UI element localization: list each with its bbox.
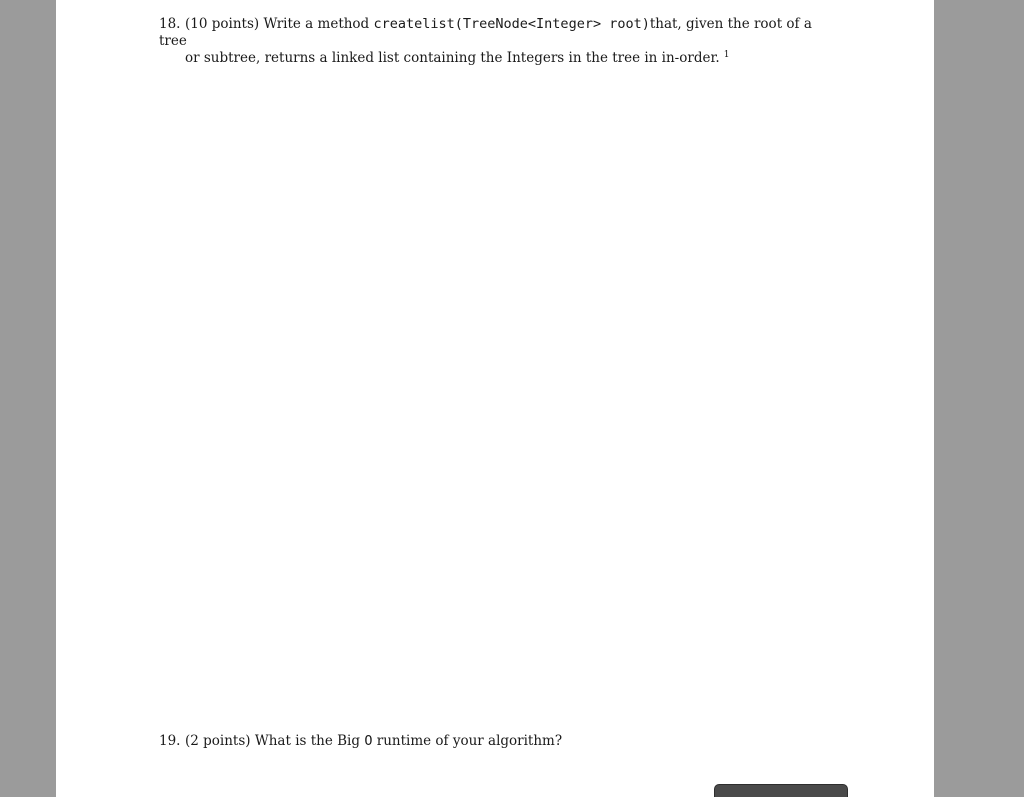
question-text-continued: runtime of your algorithm? — [376, 733, 563, 749]
question-18 — [159, 16, 839, 67]
question-points: (2 points) — [185, 733, 251, 749]
big-o-symbol: O — [364, 733, 373, 749]
question-text: Write a method — [263, 16, 370, 32]
question-text-line-2-content: or subtree, returns a linked list containing the Integers in the tree in in-order. — [185, 50, 720, 66]
question-19 — [159, 733, 839, 750]
footnote-marker[interactable]: 1 — [723, 49, 730, 60]
question-text: What is the Big — [254, 733, 361, 749]
document-page — [56, 0, 934, 797]
question-number: 18. — [159, 16, 181, 32]
question-number: 19. — [159, 733, 181, 749]
question-text-continued: that, given the root of a tree — [159, 16, 812, 49]
method-signature: createlist(TreeNode<Integer> root) — [373, 16, 650, 32]
question-points: (10 points) — [185, 16, 260, 32]
floating-action-button[interactable] — [714, 784, 848, 797]
question-text-line-2 — [159, 50, 839, 67]
